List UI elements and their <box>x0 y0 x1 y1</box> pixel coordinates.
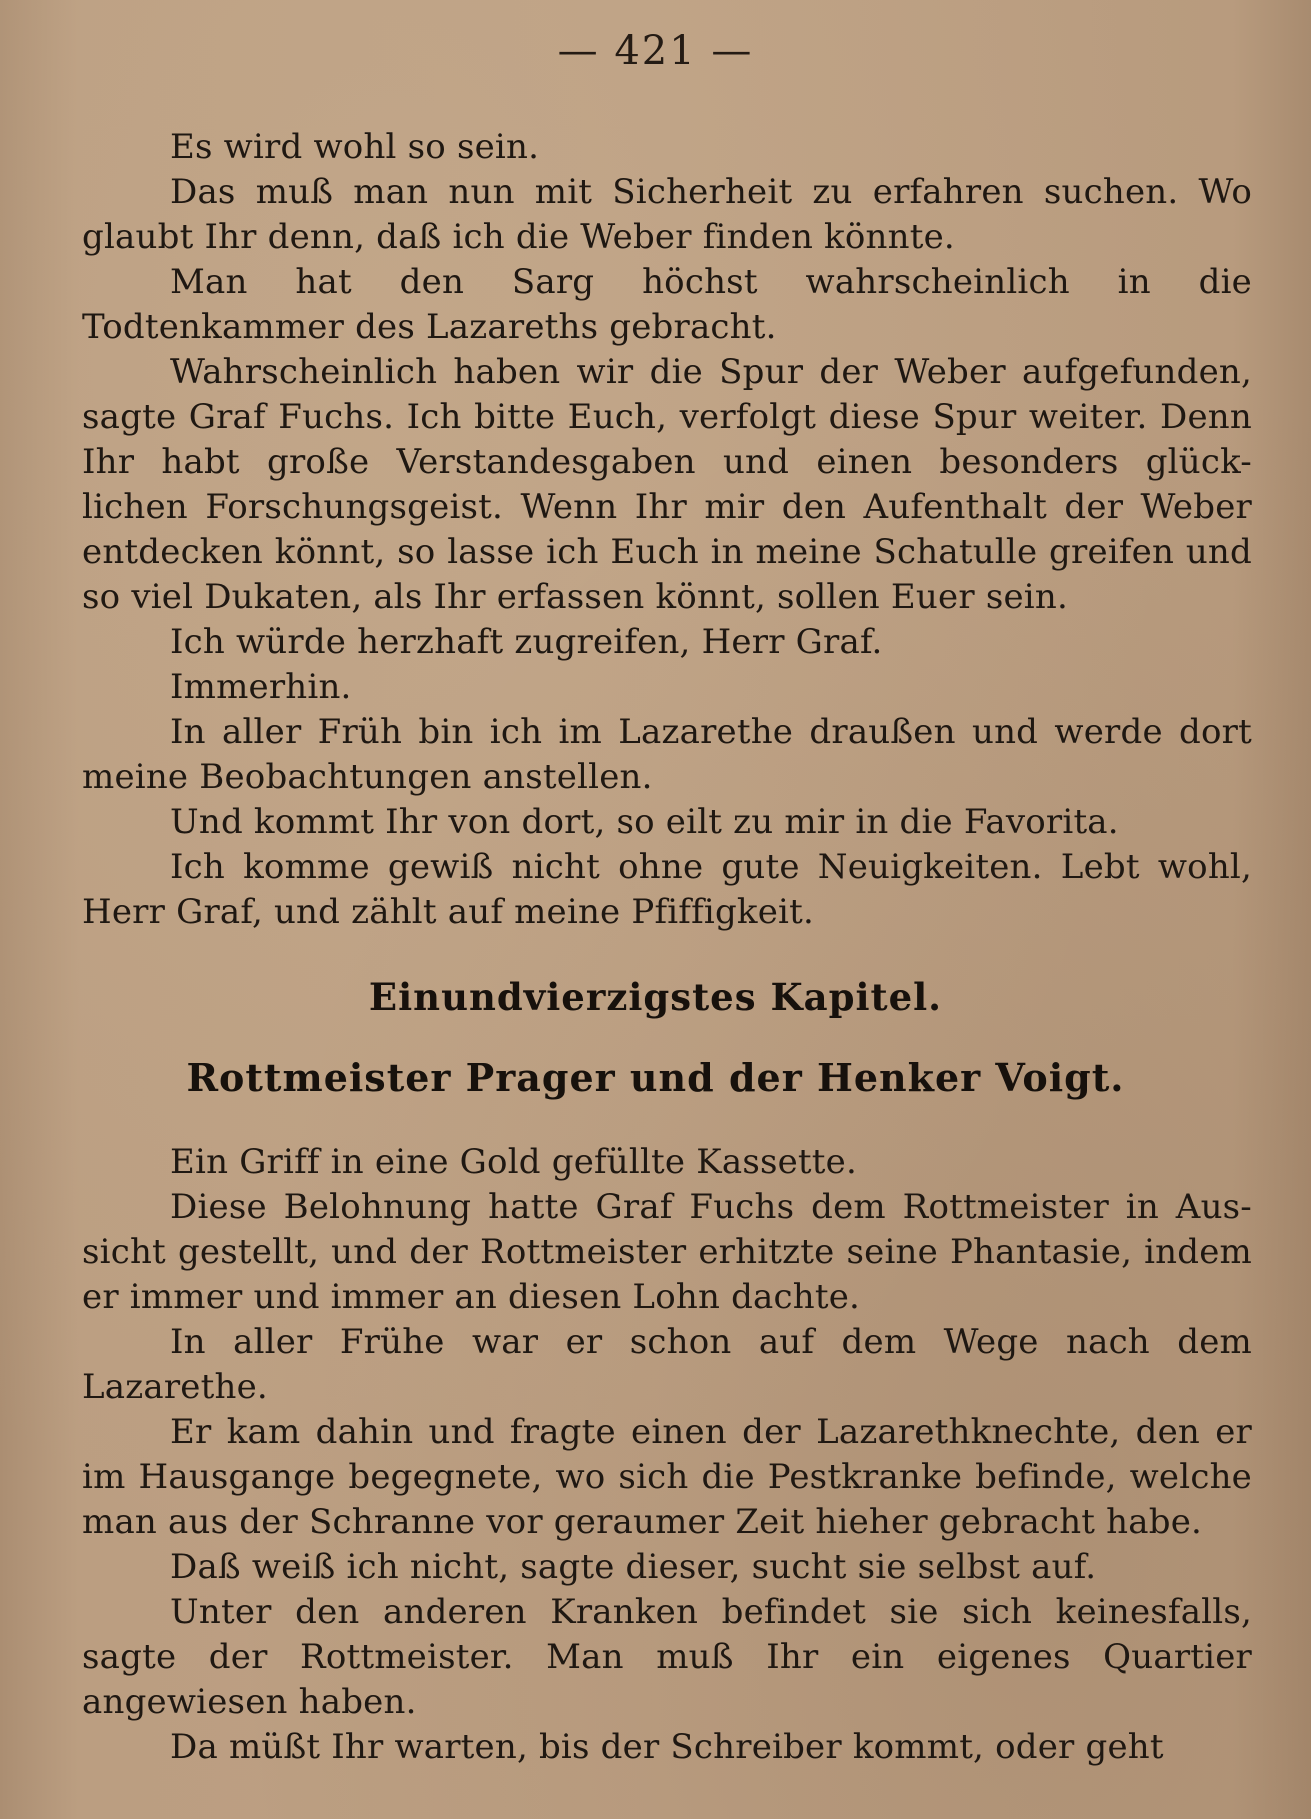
page-number: — 421 — <box>557 28 754 74</box>
text-block-top <box>82 125 1252 935</box>
paragraph: Unter den anderen Kranken befindet sie sich keinesfalls, sagte der Rottmeister. Man muß Ihr ein eigenes Quartier angewiesen haben. <box>82 1592 1252 1722</box>
paragraph: In aller Früh bin ich im Lazarethe draußen und werde dort meine Beobachtungen anstellen. <box>82 712 1252 797</box>
paragraph: Da müßt Ihr warten, bis der Schreiber kommt, oder geht <box>170 1727 1164 1767</box>
paragraph: Es wird wohl so sein. <box>170 127 540 167</box>
text-block-bottom <box>82 1140 1252 1770</box>
paragraph: Immerhin. <box>170 667 352 707</box>
paragraph: Wahrscheinlich haben wir die Spur der Weber aufgefunden, sagte Graf Fuchs. Ich bitte Euch, verfolgt diese Spur weiter. Denn Ihr habt große Verstandesgaben und einen besonders glück- lichen Forschungsgeist. Wenn Ihr mir den Aufenthalt der Weber entdecken könnt, so lasse ich Euch in meine Schatulle greifen und so viel Dukaten, als Ihr erfassen könnt, sollen Euer sein. <box>82 352 1252 617</box>
paragraph: Das muß man nun mit Sicherheit zu erfahren suchen. Wo glaubt Ihr denn, daß ich die Weber finden könnte. <box>82 172 1252 257</box>
paragraph: Man hat den Sarg höchst wahrscheinlich in die Todtenkammer des Lazareths gebracht. <box>82 262 1252 347</box>
paragraph: In aller Frühe war er schon auf dem Wege nach dem Lazarethe. <box>82 1322 1252 1407</box>
paragraph: Daß weiß ich nicht, sagte dieser, sucht sie selbst auf. <box>170 1547 1097 1587</box>
paragraph: Er kam dahin und fragte einen der Lazarethknechte, den er im Hausgange begegnete, wo sich die Pestkranke befinde, welche man aus der Schranne vor geraumer Zeit hieher gebracht habe. <box>82 1412 1252 1542</box>
paragraph: Ich würde herzhaft zugreifen, Herr Graf. <box>170 622 883 662</box>
chapter-title: Einundvierzigstes Kapitel. <box>368 975 943 1019</box>
paragraph: Und kommt Ihr von dort, so eilt zu mir in die Favorita. <box>170 802 1119 842</box>
paragraph: Ein Griff in eine Gold gefüllte Kassette. <box>170 1142 857 1182</box>
paragraph: Diese Belohnung hatte Graf Fuchs dem Rottmeister in Aus- sicht gestellt, und der Rottmeister erhitzte seine Phantasie, indem er immer und immer an diesen Lohn dachte. <box>82 1187 1252 1317</box>
chapter-subtitle: Rottmeister Prager und der Henker Voigt. <box>186 1055 1125 1100</box>
paragraph: Ich komme gewiß nicht ohne gute Neuigkeiten. Lebt wohl, Herr Graf, und zählt auf meine Pfiffigkeit. <box>82 847 1252 932</box>
